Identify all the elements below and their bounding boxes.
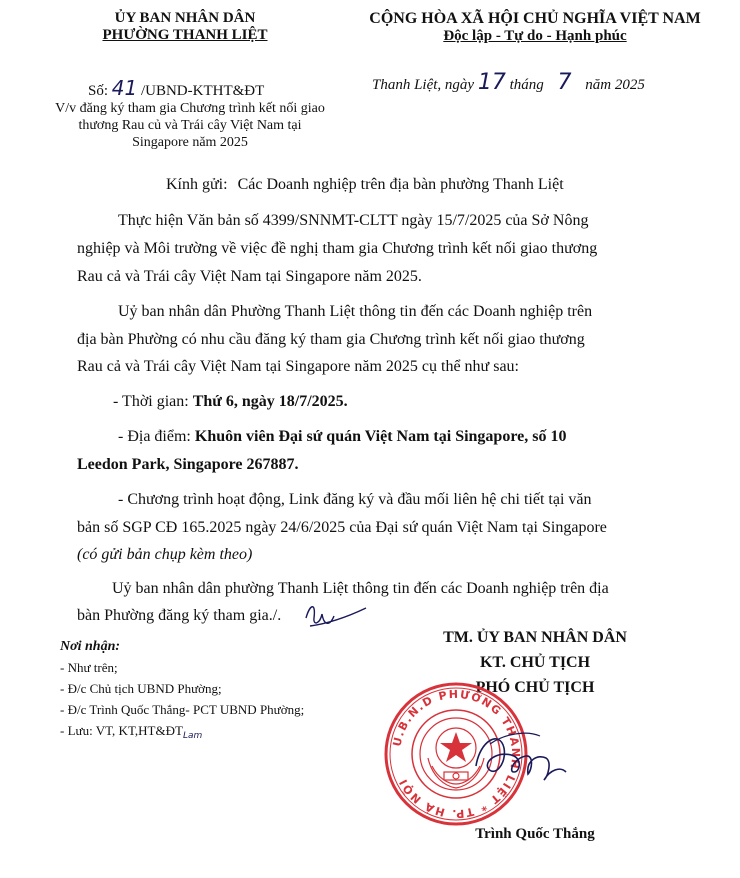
program-line-3: (có gửi bản chụp kèm theo) (77, 546, 253, 563)
paragraph-4-line-1: Uỷ ban nhân dân phường Thanh Liệt thông tin đến các Doanh nghiệp trên địa (112, 580, 609, 597)
national-motto: Độc lập - Tự do - Hạnh phúc (443, 28, 627, 44)
date-month-label: tháng (509, 77, 544, 93)
paragraph-4-line-2: bàn Phường đăng ký tham gia./. (77, 607, 282, 624)
recipient-item-1: - Như trên; (60, 660, 118, 675)
signer-name: Trình Quốc Thắng (475, 826, 595, 842)
org-line-2: PHƯỜNG THANH LIỆT (102, 27, 268, 43)
signature-line-2: KT. CHỦ TỊCH (479, 654, 591, 671)
time-value: Thứ 6, ngày 18/7/2025. (192, 393, 348, 410)
signature-line-1: TM. ỦY BAN NHÂN DÂN (443, 629, 627, 646)
date-month: 7 (557, 70, 572, 95)
recipient-label: Kính gửi: (166, 176, 228, 193)
subject-line-3: Singapore năm 2025 (132, 135, 248, 150)
date-year: năm 2025 (585, 77, 645, 93)
paragraph-2-line-2: địa bàn Phường có nhu cầu đăng ký tham gia Chương trình kết nối giao thương (77, 331, 585, 348)
signature-line-3: PHÓ CHỦ TỊCH (475, 679, 595, 696)
seal-text: U.B.N.D PHƯỜNG THANH LIỆT * TP. HÀ NỘI (390, 687, 523, 821)
org-line-1: ỦY BAN NHÂN DÂN (114, 10, 256, 26)
program-line-2: bản số SGP CĐ 165.2025 ngày 24/6/2025 của Đại sứ quán Việt Nam tại Singapore (77, 519, 607, 536)
place-value-2: Leedon Park, Singapore 267887. (77, 456, 299, 473)
paragraph-1-line-3: Rau cả và Trái cây Việt Nam tại Singapore năm 2025. (77, 268, 422, 285)
paragraph-1-line-2: nghiệp và Môi trường về việc đề nghị tham gia Chương trình kết nối giao thương (77, 240, 598, 257)
date-day: 17 (477, 70, 506, 95)
number-prefix: Số: (88, 83, 109, 99)
recipient-value: Các Doanh nghiệp trên địa bàn phường Thanh Liệt (237, 176, 564, 193)
archive-initials: Lam (182, 731, 203, 741)
paragraph-2-line-3: Rau cả và Trái cây Việt Nam tại Singapore năm 2025 cụ thể như sau: (77, 358, 519, 375)
place-line-1 (118, 428, 566, 446)
recipient-item-3: - Đ/c Trình Quốc Thắng- PCT UBND Phường; (60, 702, 305, 717)
country-name: CỘNG HÒA XÃ HỘI CHỦ NGHĨA VIỆT NAM (369, 10, 701, 27)
handwritten-signature (470, 720, 570, 790)
handwritten-initial-mark (300, 596, 370, 636)
recipient-item-4-row (60, 720, 304, 747)
number-suffix: /UBND-KTHT&ĐT (140, 83, 265, 99)
recipient-item-4: - Lưu: VT, KT,HT&ĐT (60, 723, 183, 738)
paragraph-1-line-1: Thực hiện Văn bản số 4399/SNNMT-CLTT ngày 15/7/2025 của Sở Nông (118, 212, 589, 229)
recipient-item-2: - Đ/c Chủ tịch UBND Phường; (60, 681, 222, 696)
number-handwritten: 41 (111, 76, 138, 100)
subject-line-1: V/v đăng ký tham gia Chương trình kết nối giao (55, 101, 325, 116)
recipients-list (60, 636, 304, 747)
subject-line-2: thương Rau củ và Trái cây Việt Nam tại (78, 118, 302, 133)
date-place: Thanh Liệt, ngày (372, 77, 475, 93)
time-line (113, 393, 348, 411)
place-label: - Địa điểm: (118, 428, 195, 445)
time-label: - Thời gian: (113, 393, 193, 410)
program-line-1: - Chương trình hoạt động, Link đăng ký và đầu mối liên hệ chi tiết tại văn (118, 491, 592, 508)
paragraph-2-line-1: Uỷ ban nhân dân Phường Thanh Liệt thông tin đến các Doanh nghiệp trên (118, 303, 593, 320)
place-value-1: Khuôn viên Đại sứ quán Việt Nam tại Singapore, số 10 (194, 428, 567, 445)
recipients-title: Nơi nhận: (60, 639, 121, 654)
